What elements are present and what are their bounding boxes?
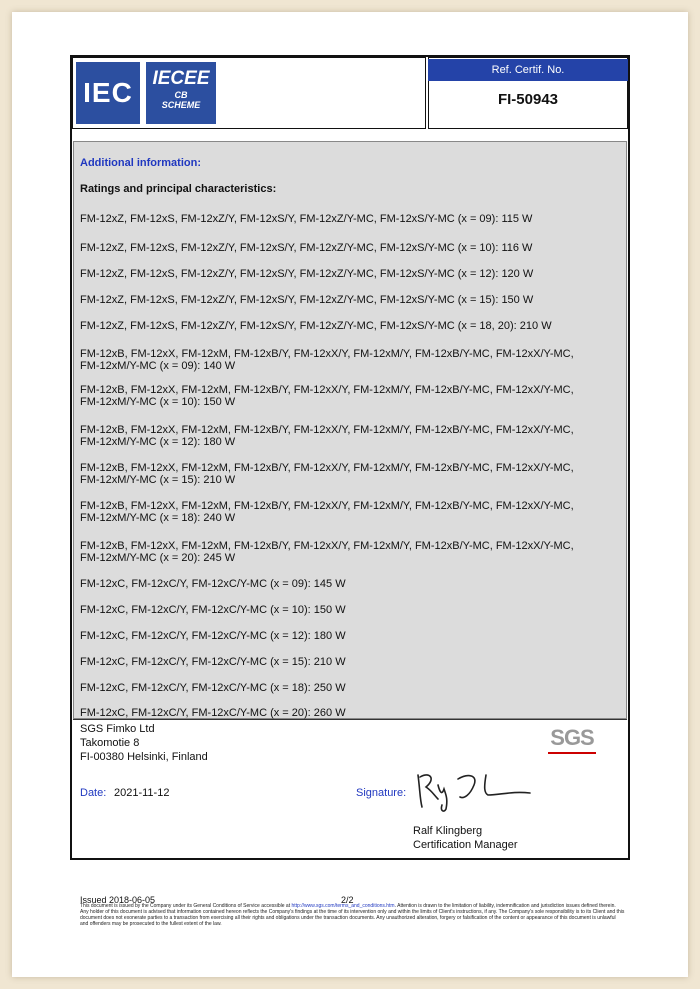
rating-entry: [80, 294, 620, 306]
rating-entry: [80, 242, 620, 254]
rating-line: FM-12xM/Y-MC (x = 15): 210 W: [80, 474, 236, 486]
signer-name: Ralf Klingberg: [413, 825, 483, 837]
rating-line: FM-12xC, FM-12xC/Y, FM-12xC/Y-MC (x = 18): 250 W: [80, 682, 346, 694]
rating-line: FM-12xZ, FM-12xS, FM-12xZ/Y, FM-12xS/Y, FM-12xZ/Y-MC, FM-12xS/Y-MC (x = 09): 115 W: [80, 213, 533, 225]
issuer-name: SGS Fimko Ltd: [80, 723, 155, 735]
iecee-logo-text: IECEE: [152, 68, 210, 89]
issuer-city: FI-00380 Helsinki, Finland: [80, 751, 208, 763]
section-divider: [73, 719, 627, 720]
reference-label: Ref. Certif. No.: [428, 59, 628, 81]
rating-line: FM-12xM/Y-MC (x = 10): 150 W: [80, 396, 236, 408]
rating-line: FM-12xZ, FM-12xS, FM-12xZ/Y, FM-12xS/Y, FM-12xZ/Y-MC, FM-12xS/Y-MC (x = 15): 150 W: [80, 294, 534, 306]
rating-line: FM-12xZ, FM-12xS, FM-12xZ/Y, FM-12xS/Y, FM-12xZ/Y-MC, FM-12xS/Y-MC (x = 12): 120 W: [80, 268, 534, 280]
rating-entry: [80, 707, 620, 719]
rating-line: FM-12xM/Y-MC (x = 09): 140 W: [80, 360, 236, 372]
signature-label: Signature:: [356, 787, 407, 799]
rating-entry: [80, 540, 620, 564]
rating-line: FM-12xB, FM-12xX, FM-12xM, FM-12xB/Y, FM-12xX/Y, FM-12xM/Y, FM-12xB/Y-MC, FM-12xX/Y-MC,: [80, 500, 574, 512]
rating-entry: [80, 500, 620, 524]
iecee-cb-scheme-logo: [146, 62, 216, 124]
rating-entry: [80, 682, 620, 694]
legal-disclaimer: [80, 903, 625, 927]
rating-entry: [80, 630, 620, 642]
iec-logo: IEC: [76, 62, 140, 124]
rating-line: FM-12xM/Y-MC (x = 18): 240 W: [80, 512, 236, 524]
rating-line: FM-12xB, FM-12xX, FM-12xM, FM-12xB/Y, FM-12xX/Y, FM-12xM/Y, FM-12xB/Y-MC, FM-12xX/Y-MC,: [80, 384, 574, 396]
rating-line: FM-12xZ, FM-12xS, FM-12xZ/Y, FM-12xS/Y, FM-12xZ/Y-MC, FM-12xS/Y-MC (x = 18, 20): 210 W: [80, 320, 552, 332]
rating-entry: [80, 268, 620, 280]
reference-number: FI-50943: [497, 91, 559, 108]
disclaimer-body: . Attention is drawn to the limitation of liability, indemnification and jurisdiction issues defined therein. Any holder of this document is advised that information contained hereon reflects the Company's findings at the time of its intervention only and within the limits of Client's instructions, if any. The Company's sole responsibility is to its Client and this document does not exonerate parties to a transaction from exercising all their rights and obligations under the transaction documents. Any unauthorized alteration, forgery or falsification of the content or appearance of this document is unlawful and offenders may be prosecuted to the fullest extent of the law.: [80, 903, 625, 928]
signer-title: Certification Manager: [413, 839, 518, 851]
rating-entry: [80, 424, 620, 448]
rating-entry: [80, 604, 620, 616]
rating-entry: [80, 656, 620, 668]
ratings-heading: Ratings and principal characteristics:: [80, 183, 277, 195]
rating-line: FM-12xC, FM-12xC/Y, FM-12xC/Y-MC (x = 20): 260 W: [80, 707, 346, 719]
terms-link[interactable]: http://www.sgs.com/terms_and_conditions.htm: [291, 903, 395, 909]
cb-logo-text: CB: [174, 90, 188, 100]
rating-entry: [80, 384, 620, 408]
sgs-logo: SGS: [548, 724, 596, 754]
issued-date: Issued 2018-06-05: [80, 895, 156, 905]
handwritten-signature: [408, 765, 538, 815]
rating-line: FM-12xC, FM-12xC/Y, FM-12xC/Y-MC (x = 09): 145 W: [80, 578, 346, 590]
rating-entry: [80, 578, 620, 590]
rating-entry: [80, 213, 620, 225]
rating-entry: [80, 462, 620, 486]
rating-line: FM-12xZ, FM-12xS, FM-12xZ/Y, FM-12xS/Y, FM-12xZ/Y-MC, FM-12xS/Y-MC (x = 10): 116 W: [80, 242, 533, 254]
rating-line: FM-12xC, FM-12xC/Y, FM-12xC/Y-MC (x = 10): 150 W: [80, 604, 346, 616]
rating-line: FM-12xM/Y-MC (x = 20): 245 W: [80, 552, 236, 564]
rating-line: FM-12xC, FM-12xC/Y, FM-12xC/Y-MC (x = 15): 210 W: [80, 656, 346, 668]
scheme-logo-text: SCHEME: [161, 100, 201, 110]
rating-line: FM-12xB, FM-12xX, FM-12xM, FM-12xB/Y, FM-12xX/Y, FM-12xM/Y, FM-12xB/Y-MC, FM-12xX/Y-MC,: [80, 540, 574, 552]
rating-entry: [80, 320, 620, 332]
date-value: 2021-11-12: [114, 787, 170, 799]
page-number: 2/2: [341, 895, 354, 905]
additional-info-heading: Additional information:: [80, 157, 201, 169]
rating-line: FM-12xB, FM-12xX, FM-12xM, FM-12xB/Y, FM-12xX/Y, FM-12xM/Y, FM-12xB/Y-MC, FM-12xX/Y-MC,: [80, 424, 574, 436]
date-label: Date:: [80, 787, 107, 799]
disclaimer-intro: This document is issued by the Company under its General Conditions of Service accessible at: [80, 903, 291, 909]
rating-line: FM-12xM/Y-MC (x = 12): 180 W: [80, 436, 236, 448]
rating-line: FM-12xB, FM-12xX, FM-12xM, FM-12xB/Y, FM-12xX/Y, FM-12xM/Y, FM-12xB/Y-MC, FM-12xX/Y-MC,: [80, 348, 574, 360]
issuer-street: Takomotie 8: [80, 737, 140, 749]
rating-line: FM-12xC, FM-12xC/Y, FM-12xC/Y-MC (x = 12): 180 W: [80, 630, 346, 642]
rating-line: FM-12xB, FM-12xX, FM-12xM, FM-12xB/Y, FM-12xX/Y, FM-12xM/Y, FM-12xB/Y-MC, FM-12xX/Y-MC,: [80, 462, 574, 474]
rating-entry: [80, 348, 620, 372]
